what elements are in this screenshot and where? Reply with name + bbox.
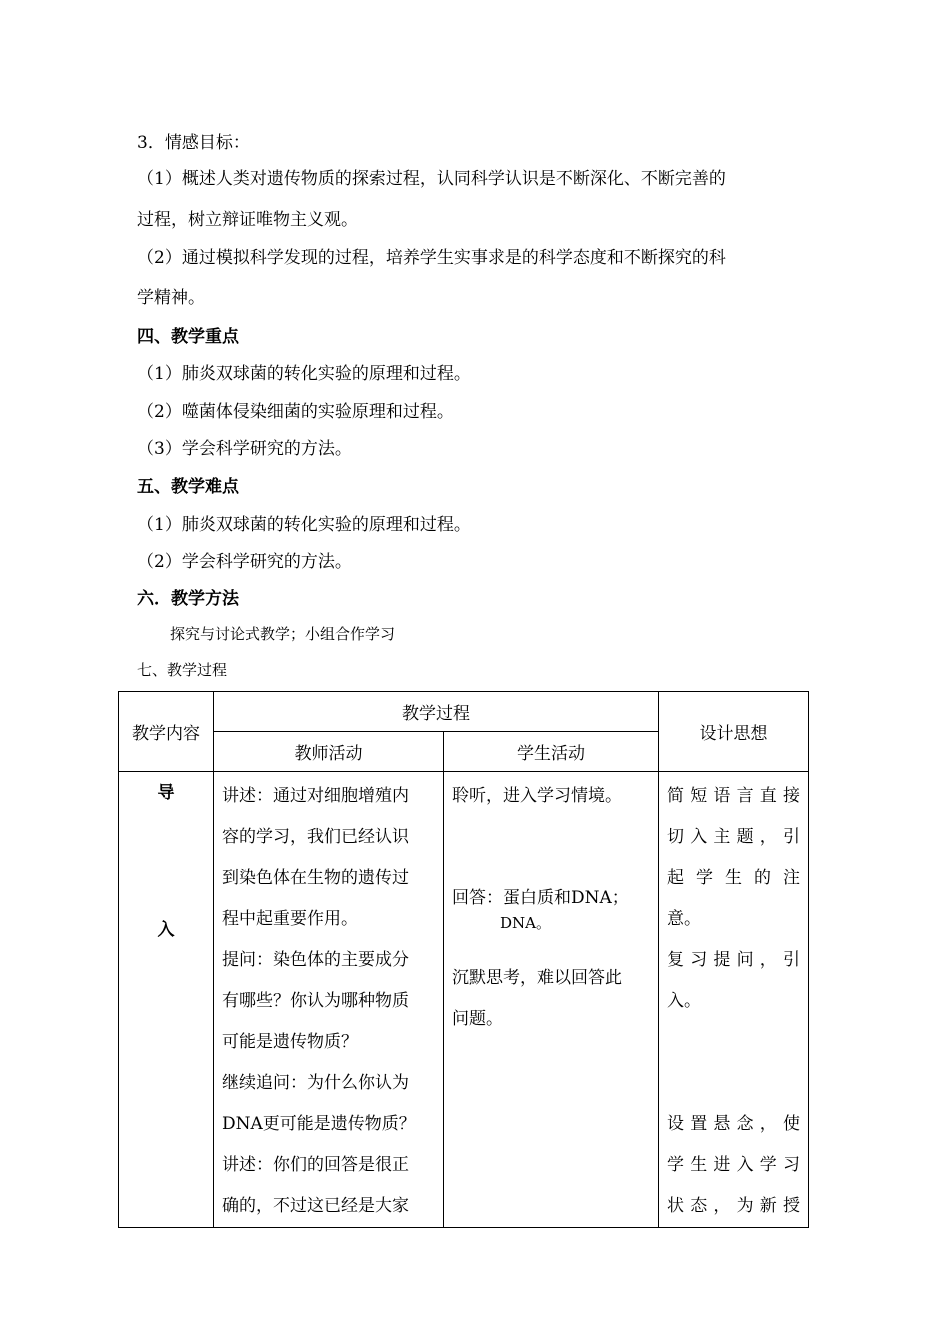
design-line: 学生进入学习 bbox=[667, 1155, 800, 1175]
teacher-line: 有哪些？你认为哪种物质 bbox=[222, 991, 409, 1011]
difficulties-heading: 五、教学难点 bbox=[137, 477, 239, 497]
content-char-ru: 入 bbox=[157, 920, 175, 940]
design-line: 设置悬念，使 bbox=[667, 1114, 800, 1134]
content-char-dao: 导 bbox=[157, 783, 175, 803]
design-line: 起学生的注 bbox=[667, 868, 800, 888]
difficulty-item: （1）肺炎双球菌的转化实验的原理和过程。 bbox=[137, 515, 471, 535]
header-student: 学生活动 bbox=[444, 732, 659, 772]
header-process: 教学过程 bbox=[214, 692, 659, 732]
teacher-activity-cell bbox=[214, 772, 444, 1228]
affective-goal-title: 3．情感目标： bbox=[137, 133, 250, 153]
methods-heading: 六．教学方法 bbox=[137, 589, 239, 609]
process-table bbox=[118, 691, 809, 1228]
student-activity-cell bbox=[444, 772, 659, 1228]
student-listen: 聆听，进入学习情境。 bbox=[452, 786, 622, 806]
key-points-heading: 四、教学重点 bbox=[137, 327, 239, 347]
design-spacer bbox=[667, 1022, 800, 1104]
teacher-line: DNA更可能是遗传物质？ bbox=[222, 1114, 416, 1134]
design-line: 入。 bbox=[667, 991, 701, 1011]
teacher-line: 容的学习，我们已经认识 bbox=[222, 827, 409, 847]
teacher-line: 可能是遗传物质？ bbox=[222, 1032, 358, 1052]
header-content: 教学内容 bbox=[119, 692, 214, 772]
affective-item-2-line-1: （2）通过模拟科学发现的过程，培养学生实事求是的科学态度和不断探究的科 bbox=[137, 248, 726, 268]
process-title: 七、教学过程 bbox=[137, 661, 228, 679]
teacher-line: 提问：染色体的主要成分 bbox=[222, 950, 409, 970]
teacher-line: 程中起重要作用。 bbox=[222, 909, 358, 929]
design-line: 意。 bbox=[667, 909, 701, 929]
header-design: 设计思想 bbox=[659, 692, 809, 772]
teacher-line: 讲述：你们的回答是很正 bbox=[222, 1155, 409, 1175]
affective-item-1-line-1: （1）概述人类对遗传物质的探索过程，认同科学认识是不断深化、不断完善的 bbox=[137, 169, 726, 189]
header-teacher: 教师活动 bbox=[214, 732, 444, 772]
key-point-item: （2）噬菌体侵染细菌的实验原理和过程。 bbox=[137, 402, 454, 422]
row-content-cell bbox=[119, 772, 214, 1228]
design-line: 复习提问，引 bbox=[667, 950, 800, 970]
key-point-item: （3）学会科学研究的方法。 bbox=[137, 439, 352, 459]
design-line: 切入主题，引 bbox=[667, 827, 800, 847]
teacher-line: 确的，不过这已经是大家 bbox=[222, 1196, 409, 1216]
methods-text: 探究与讨论式教学；小组合作学习 bbox=[170, 625, 396, 643]
student-think-line-1: 沉默思考，难以回答此 bbox=[452, 968, 622, 988]
affective-item-2-line-2: 学精神。 bbox=[137, 288, 205, 308]
design-line: 简短语言直接 bbox=[667, 786, 800, 806]
student-answer-line-1: 回答：蛋白质和DNA； bbox=[452, 888, 629, 908]
difficulty-item: （2）学会科学研究的方法。 bbox=[137, 552, 352, 572]
affective-item-1-line-2: 过程，树立辩证唯物主义观。 bbox=[137, 210, 358, 230]
student-answer-line-2: DNA。 bbox=[500, 914, 551, 932]
teacher-line: 到染色体在生物的遗传过 bbox=[222, 868, 409, 888]
design-line: 状态，为新授 bbox=[667, 1196, 800, 1216]
teacher-line: 继续追问：为什么你认为 bbox=[222, 1073, 409, 1093]
student-think-line-2: 问题。 bbox=[452, 1009, 503, 1029]
teacher-line: 讲述：通过对细胞增殖内 bbox=[222, 786, 409, 806]
design-idea-cell bbox=[659, 772, 809, 1228]
key-point-item: （1）肺炎双球菌的转化实验的原理和过程。 bbox=[137, 364, 471, 384]
